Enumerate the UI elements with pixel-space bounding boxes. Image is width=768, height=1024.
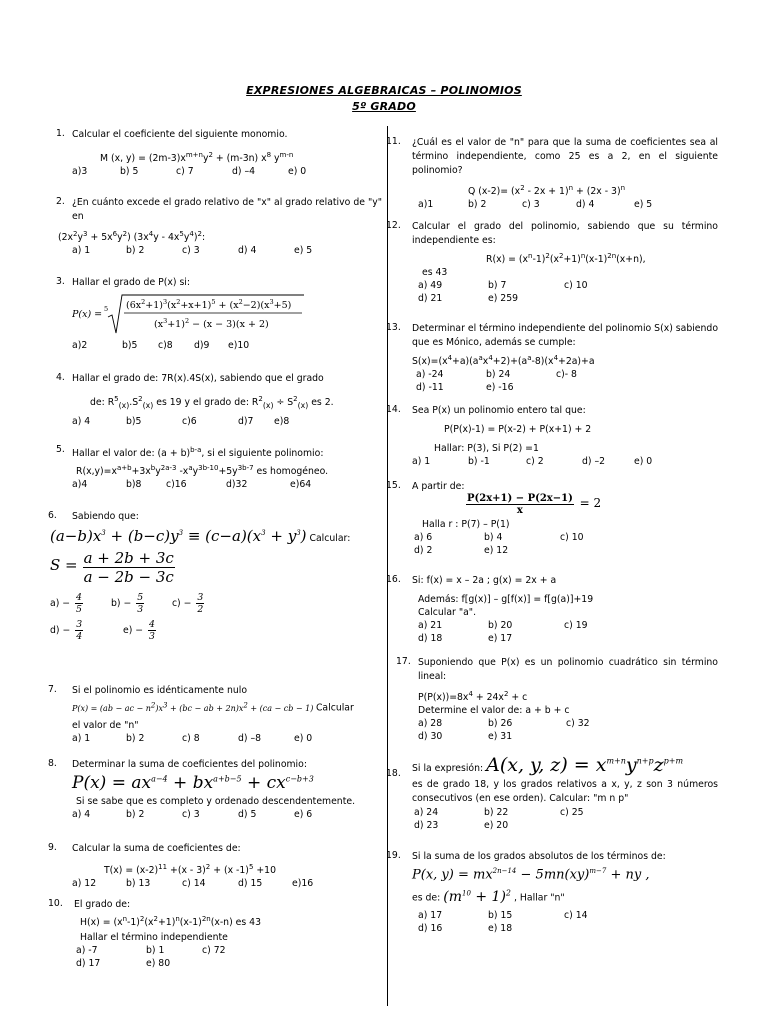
option-d[interactable]: d) 16 [418,922,443,934]
option-d[interactable]: d) 4 [576,199,595,211]
option-d[interactable]: d) 23 [414,820,439,831]
answer-options [72,478,382,491]
option-b[interactable]: b) 1 [146,945,165,957]
option-c[interactable]: c) 19 [564,620,588,631]
option-a[interactable]: a) 4 [72,415,91,427]
monomial-expression: M (x, $y) = (2m-3)x^{m+n}y^2 + (m-3n)$ $x^8$ $y^{m-n}$ [100,151,294,165]
question-text-2: Hallar: P(3), Si P(2) =1 [434,443,539,454]
question-number: 15. [386,480,401,491]
option-e[interactable]: e) 0 [294,732,313,744]
option-c[interactable]: c)6 [182,415,197,427]
option-d[interactable]: d) 17 [76,958,101,970]
option-c[interactable]: c)16 [166,479,187,491]
question-text: Determinar la suma de coeficientes del polinomio: [72,759,307,770]
option-a[interactable]: a) -7 [76,945,98,957]
functional-equation: P(P(x)-1) = P(x-2) + P(x+1) + 2 [444,424,592,435]
question-number: 17. [396,656,411,667]
option-e[interactable]: e)16 [292,878,314,890]
answer-options [418,717,718,730]
option-a[interactable]: a) 24 [414,807,439,818]
question-text: Calcular la suma de coeficientes de: [72,843,241,854]
question-number: 13. [386,322,401,333]
option-a[interactable]: a) 49 [418,280,443,292]
question-text: Determinar el término independiente del polinomio S(x) sabiendo que es Mónico, además se cumple: [412,323,719,348]
s-fraction-expression: S = $\frac{a + 2b + 3c}{a - 2b - 3c}$ [50,549,174,586]
option-a[interactable]: a) 1 [72,732,91,744]
answer-options [72,877,382,890]
option-b[interactable]: b) 2 [126,809,145,820]
option-e[interactable]: e) 17 [488,633,513,644]
option-d[interactable]: d) 18 [418,633,443,644]
option-b[interactable]: b)5 [126,415,142,427]
answer-options [72,415,382,428]
answer-options [50,592,382,615]
option-c[interactable]: c) 3 [522,199,540,211]
option-c[interactable]: c) 32 [566,718,590,730]
answer-options [412,198,718,211]
option-e[interactable]: e) 80 [146,958,171,970]
answer-options [412,455,718,468]
option-a[interactable]: a) 1 [412,456,431,467]
option-b[interactable]: b)5 [122,340,138,351]
polynomial-expression: $P(x) = ax^{a-4} + bx^{a+b-5} + cx^{c-b+3}$ [72,773,314,793]
page-title: EXPRESIONES ALGEBRAICAS – POLINOMIOS [246,84,522,97]
polynomial-expression: $S(x)=(x^4+a)(a^ax^4+2)+(a^a-8)(x^4+2a)+a$ [412,354,595,368]
option-b[interactable]: b) 2 [126,245,145,257]
answer-options [74,944,382,957]
question-number: 11. [386,136,401,147]
option-e[interactable]: e)8 [274,415,290,427]
option-b[interactable]: b) 22 [484,807,509,818]
option-d[interactable]: d) -11 [416,382,444,394]
page-subtitle: 5º GRADO [352,100,416,113]
p-of-x-label: P(x) = [72,309,103,320]
null-polynomial-expression: P(x) = (ab − ac − $n^2)x^3 + (bc$ − ab + $2n)x^2 + (ca$ − cb − 1) Calcular [72,701,354,714]
difference-quotient-expression: $\frac{P(2x+1) - P(2x-1)}{x}$ = 2 [467,493,602,516]
question-text-3: Calcular "a". [418,607,477,618]
radicand-denominator: $(x^3+1)^2 - (x - 3)(x + 2)$ [154,317,269,330]
question-number: 10. [48,898,63,909]
option-e[interactable]: e) − $\frac{4}{3}$ [122,619,155,642]
question-text-2: Además: f[g(x)] – g[f(x)] = f[g(a)]+19 [418,594,594,605]
question-number: 2. [56,196,65,207]
option-b[interactable]: b) -1 [468,456,490,467]
question-text: Sea P(x) un polinomio entero tal que: [412,405,586,416]
option-d[interactable]: d) 5 [238,809,257,820]
question-text: Si: f(x) = x – 2a ; g(x) = 2x + a [412,575,557,586]
question-text: A partir de: [412,481,465,492]
question-text: Calcular el grado del polinomio, sabiendo que su término independiente es: [412,221,718,246]
answer-options-2 [418,730,718,743]
option-c[interactable]: c) 10 [564,280,588,292]
option-b[interactable]: b) 4 [484,532,503,543]
option-e[interactable]: e) 0 [288,166,307,178]
option-a[interactable]: a)1 [418,199,434,211]
question-text: Si la suma de los grados absolutos de los términos de: [412,851,666,862]
expression-line [412,754,718,776]
option-c[interactable]: c)- 8 [556,369,577,381]
polynomial-expression: $T(x) = (x-2)^{11} +(x - 3)^2 + (x$ -1)$^5$ +10 [104,863,276,877]
option-e[interactable]: e) 5 [634,199,653,211]
option-c[interactable]: c) 10 [560,532,584,543]
question-text-2: el valor de "n" [72,719,139,731]
root-index: 5 [104,305,109,313]
option-d[interactable]: d) –2 [582,456,606,467]
option-b[interactable]: b) 7 [488,280,507,292]
question-text: Si la expresión: [412,763,484,774]
polynomial-expression: $P(P(x))=8x^4 + 24x^2 + c$ [418,690,528,704]
option-b[interactable]: b) 24 [486,369,511,381]
option-d[interactable]: d) 21 [418,293,443,305]
question-number: 16. [386,574,401,585]
answer-options [412,806,718,819]
radicand-numerator: $(6x^2+1)^3(x^2+x+1)^5 + (x^2-2)(x^3+5)$ [126,298,292,311]
question-text: Calcular el coeficiente del siguiente monomio. [72,129,288,140]
column-divider [387,126,388,1006]
option-c[interactable]: c) 7 [176,166,194,178]
question-text: ¿En cuánto excede el grado relativo de "x" al grado relativo de "y" en [72,197,382,222]
answer-options-2 [412,922,718,935]
polynomial-expression: Q $(x-2)= (x^2 - 2x + 1)^n + (2x - 3)^n$ [468,184,626,198]
answer-options-2 [412,381,718,394]
option-c[interactable]: c) 72 [202,945,226,957]
option-d[interactable]: d) 4 [238,245,257,257]
question-number: 5. [56,444,65,455]
option-b[interactable]: b) 2 [468,199,487,211]
answer-options [72,808,382,821]
question-text-2: es 43 [422,267,448,279]
option-b[interactable]: b) 13 [126,878,151,890]
option-d[interactable]: d) –8 [238,732,262,744]
option-a[interactable]: a) 21 [418,620,443,631]
option-b[interactable]: b) 26 [488,718,513,730]
option-e[interactable]: e) 5 [294,245,313,257]
option-e[interactable]: e) 12 [484,545,509,556]
homogeneous-polynomial: $R(x,y)=x^{a+b}+3x^by^{2a-3}$ $-x^ay^{3b-10}+5y^{3b-7}$ es homogéneo. [76,464,329,478]
option-a[interactable]: a) 6 [414,532,433,543]
option-b[interactable]: b) 15 [488,909,513,921]
option-c[interactable]: c) 14 [564,909,588,921]
question-text-2: Determine el valor de: a + b + c [418,705,570,717]
question-text-2: Si se sabe que es completo y ordenado descendentemente. [76,796,356,807]
option-b[interactable]: b) − $\frac{5}{3}$ [110,592,144,615]
answer-options-2 [50,619,382,642]
question-text: El grado de: [74,899,131,910]
option-e[interactable]: e) 20 [484,820,509,831]
option-c[interactable]: c) 8 [182,732,200,744]
question-number: 19. [386,850,401,861]
option-e[interactable]: e) 31 [488,731,513,743]
option-d[interactable]: d) 30 [418,731,443,743]
option-d[interactable]: d)32 [226,479,248,491]
answer-options [72,732,382,745]
option-a[interactable]: a)4 [72,479,88,491]
option-d[interactable]: d) 15 [238,878,263,890]
option-a[interactable]: a) -24 [416,369,444,381]
option-e[interactable]: e) 0 [634,456,653,467]
question-text: Suponiendo que P(x) es un polinomio cuadrático sin término lineal: [418,657,718,682]
option-e[interactable]: e)10 [228,340,250,351]
question-number: 18. [386,768,401,779]
option-d[interactable]: d) –4 [232,166,256,178]
option-a[interactable]: a) 1 [72,245,91,257]
option-a[interactable]: a) 4 [72,809,91,820]
option-e[interactable]: e) 6 [294,809,313,820]
question-text-2: Halla r : P(7) – P(1) [422,519,510,530]
question-number: 7. [48,684,57,695]
question-text: Hallar el grado de P(x) si: [72,277,191,288]
option-a[interactable]: a)2 [72,340,88,351]
option-b[interactable]: b) 20 [488,620,513,631]
option-d[interactable]: d)9 [194,340,210,351]
option-c[interactable]: c)8 [158,340,173,351]
option-e[interactable]: e) 18 [488,922,513,934]
option-a[interactable]: a) − $\frac{4}{5}$ [50,592,82,615]
answer-options [412,531,718,544]
answer-options-2 [412,292,718,305]
question-text-2: es de grado 18, y los grados relativos a x, y, z son 3 números consecutivos (en ese orden). Calcular: "m n p" [412,779,718,804]
question-number: 3. [56,276,65,287]
option-c[interactable]: c) 3 [182,245,200,257]
question-number: 14. [386,404,401,415]
option-b[interactable]: b)8 [126,479,142,491]
answer-options [72,339,382,352]
question-number: 8. [48,758,57,769]
degree-condition: es de: $(m^{10} + 1)^2$ , Hallar "n" [412,888,565,905]
question-number: 1. [56,128,65,139]
option-b[interactable]: b) 5 [120,166,139,178]
option-d[interactable]: d) − $\frac{3}{4}$ [50,619,83,642]
expression: A(x, y, $z) = x^{m+n}y^{n+p}z^{p+m}$ [486,754,684,776]
question-number: 12. [386,220,401,231]
question-text-2: Hallar el término independiente [80,932,228,944]
answer-options [412,619,718,632]
option-c[interactable]: c) − $\frac{3}{2}$ [171,592,204,615]
option-e[interactable]: e) -16 [486,382,514,394]
option-e[interactable]: e)64 [290,479,312,491]
option-a[interactable]: a) 17 [418,909,443,921]
option-c[interactable]: c) 2 [526,456,544,467]
question-text: Hallar el valor de: $(a + b)^{b-a}$, si el siguiente polinomio: [72,446,324,460]
answer-options-2 [74,957,382,970]
option-a[interactable]: a) 28 [418,718,443,730]
option-a[interactable]: a) 12 [72,878,97,890]
polynomial-expression: $H(x) = (x^n-1)^2(x^2+1)^n(x-1)^{2n}(x-n)$ es 43 [80,915,262,929]
radical-expression [72,291,332,339]
answer-options-2 [412,544,718,557]
polynomial-expression: P(x, $y) = mx^{2n-14} - 5mn(xy)^{m-7}$ + ny , [412,867,650,883]
answer-options [412,279,718,292]
polynomial-expression: $R(x) = (x^n-1)^2(x^2+1)^n(x-1)^{2n}(x+n)$, [486,252,646,266]
option-d[interactable]: d) 2 [414,545,433,556]
question-text: Sabiendo que: [72,511,139,522]
answer-options [412,368,718,381]
question-number: 4. [56,372,65,383]
degree-condition: de: $R^5_{(x)}.S^2_{(x)}$ es 19 y el grado de: $R^2_{(x)} \div S^2_{(x)}$ es 2. [90,395,334,410]
option-a[interactable]: a)3 [72,166,88,178]
question-text: Si el polinomio es idénticamente nulo [72,685,248,696]
identity-expression: $(a-b)x^3 + (b-c)y^3 \equiv (c-a)(x^3 + y^3)$ Calcular: [50,527,351,545]
answer-options [72,165,382,178]
option-b[interactable]: b) 2 [126,732,145,744]
option-e[interactable]: e) 259 [488,293,519,305]
option-d[interactable]: d)7 [238,415,254,427]
option-c[interactable]: c) 25 [560,807,584,818]
answer-options-2 [412,632,718,645]
question-text: Hallar el grado de: 7R(x).4S(x), sabiendo que el grado [72,373,324,384]
question-number: 6. [48,510,57,521]
answer-options [412,909,718,922]
question-number: 9. [48,842,57,853]
product-expression: $(2x^2y^3 + 5x^6y^2)$ $(3x^4y - 4x^5y^4)^2$: [58,230,206,244]
option-c[interactable]: c) 3 [182,809,200,820]
answer-options-2 [412,819,718,832]
question-text: ¿Cuál es el valor de "n" para que la suma de coeficientes sea al término independiente, como 25 es a 2, en el siguiente polinomio? [412,137,718,176]
answer-options [72,244,382,257]
option-c[interactable]: c) 14 [182,878,206,890]
